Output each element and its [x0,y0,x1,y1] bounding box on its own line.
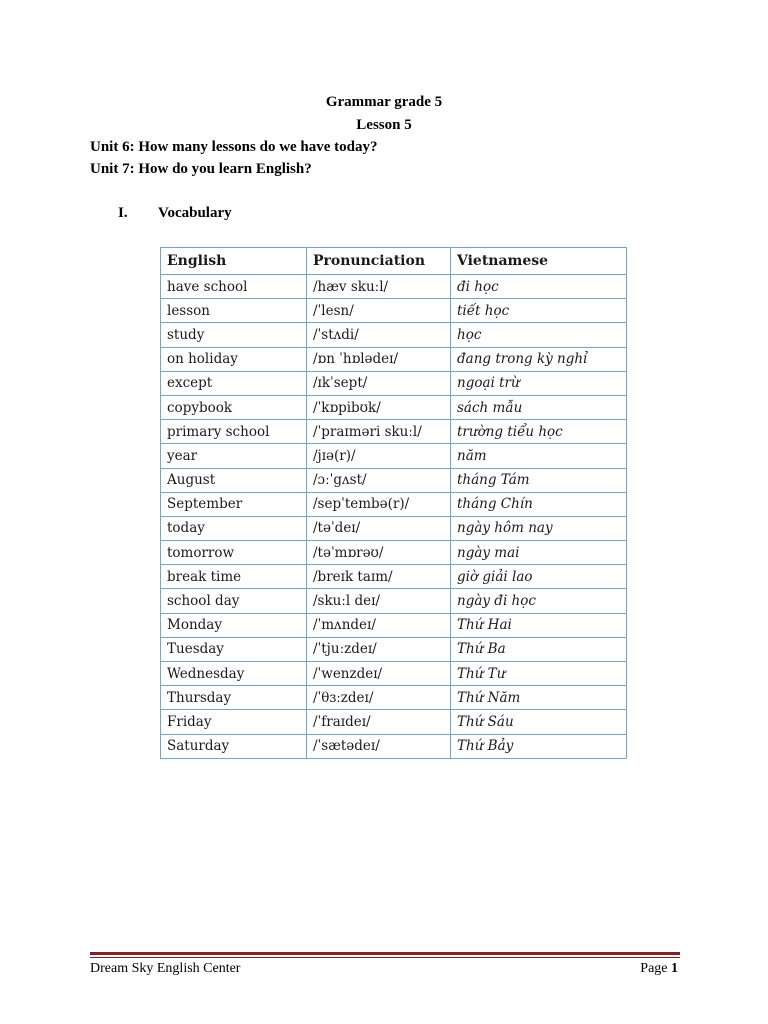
cell-vietnamese: tháng Tám [451,468,627,492]
cell-pronunciation: /ˈsætədeɪ/ [307,734,451,758]
cell-vietnamese: Thứ Bảy [451,734,627,758]
lesson-label: Lesson 5 [356,117,412,133]
table-row [161,371,627,395]
unit-6-heading: Unit 6: How many lessons do we have today? [90,139,378,155]
cell-english: lesson [161,299,307,323]
table-row [161,323,627,347]
section-number: I. [118,205,128,221]
cell-english: September [161,492,307,516]
cell-english: break time [161,565,307,589]
cell-pronunciation: /ɪkˈsept/ [307,371,451,395]
cell-pronunciation: /təˈdeɪ/ [307,516,451,540]
cell-pronunciation: /ˈpraɪməri skuːl/ [307,420,451,444]
header-english: English [161,248,307,275]
cell-english: have school [161,275,307,299]
table-row [161,565,627,589]
cell-english: Saturday [161,734,307,758]
table-row [161,492,627,516]
cell-vietnamese: Thứ Hai [451,613,627,637]
cell-vietnamese: sách mẫu [451,395,627,419]
cell-pronunciation: /jɪə(r)/ [307,444,451,468]
cell-vietnamese: đi học [451,275,627,299]
vocabulary-table-body [161,275,627,759]
footer-rule-thick [90,952,680,955]
cell-english: year [161,444,307,468]
cell-pronunciation: /ˈwenzdeɪ/ [307,662,451,686]
document-title: Grammar grade 5 [325,94,443,110]
cell-vietnamese: học [451,323,627,347]
cell-english: except [161,371,307,395]
table-row [161,347,627,371]
cell-english: Thursday [161,686,307,710]
cell-pronunciation: /skuːl deɪ/ [307,589,451,613]
cell-english: study [161,323,307,347]
cell-vietnamese: ngày đi học [451,589,627,613]
footer-page-value: 1 [671,961,678,976]
cell-pronunciation: /ˈθɜːzdeɪ/ [307,686,451,710]
cell-vietnamese: trường tiểu học [451,420,627,444]
cell-english: Monday [161,613,307,637]
cell-english: tomorrow [161,541,307,565]
table-row [161,275,627,299]
table-row [161,468,627,492]
cell-pronunciation: /ˈkɒpibʊk/ [307,395,451,419]
footer-rule-thin [90,957,680,958]
table-row [161,613,627,637]
cell-pronunciation: /hæv skuːl/ [307,275,451,299]
table-row [161,662,627,686]
cell-english: Wednesday [161,662,307,686]
cell-english: Friday [161,710,307,734]
cell-pronunciation: /ˈfraɪdeɪ/ [307,710,451,734]
table-row [161,734,627,758]
cell-english: August [161,468,307,492]
cell-vietnamese: năm [451,444,627,468]
cell-pronunciation: /ˈlesn/ [307,299,451,323]
cell-vietnamese: Thứ Tư [451,662,627,686]
footer-center-name: Dream Sky English Center [90,961,241,976]
cell-english: on holiday [161,347,307,371]
cell-pronunciation: /ˈtjuːzdeɪ/ [307,637,451,661]
table-row [161,420,627,444]
cell-english: copybook [161,395,307,419]
table-row [161,710,627,734]
footer-page-label: Page [640,961,668,976]
cell-vietnamese: ngoại trừ [451,371,627,395]
cell-vietnamese: tiết học [451,299,627,323]
cell-vietnamese: giờ giải lao [451,565,627,589]
cell-pronunciation: /təˈmɒrəʊ/ [307,541,451,565]
lesson-title [0,117,768,134]
cell-pronunciation: /ˈstʌdi/ [307,323,451,347]
cell-vietnamese: ngày mai [451,541,627,565]
cell-english: Tuesday [161,637,307,661]
cell-pronunciation: /ɒn ˈhɒlədeɪ/ [307,347,451,371]
table-row [161,516,627,540]
header-pronunciation: Pronunciation [307,248,451,275]
cell-pronunciation: /sepˈtembə(r)/ [307,492,451,516]
header-vietnamese: Vietnamese [451,248,627,275]
cell-vietnamese: Thứ Ba [451,637,627,661]
footer-page-number [640,961,678,977]
table-row [161,395,627,419]
cell-vietnamese: đang trong kỳ nghỉ [451,347,627,371]
table-row [161,686,627,710]
unit-7-heading: Unit 7: How do you learn English? [90,161,312,177]
cell-english: school day [161,589,307,613]
cell-english: today [161,516,307,540]
cell-pronunciation: /ɔːˈgʌst/ [307,468,451,492]
cell-pronunciation: /ˈmʌndeɪ/ [307,613,451,637]
cell-vietnamese: ngày hôm nay [451,516,627,540]
table-header-row [161,248,627,275]
section-heading: Vocabulary [158,205,232,221]
table-row [161,299,627,323]
table-row [161,444,627,468]
table-row [161,589,627,613]
cell-english: primary school [161,420,307,444]
table-row [161,541,627,565]
cell-vietnamese: Thứ Năm [451,686,627,710]
table-row [161,637,627,661]
cell-pronunciation: /breɪk taɪm/ [307,565,451,589]
cell-vietnamese: tháng Chín [451,492,627,516]
vocabulary-table [160,247,627,759]
cell-vietnamese: Thứ Sáu [451,710,627,734]
